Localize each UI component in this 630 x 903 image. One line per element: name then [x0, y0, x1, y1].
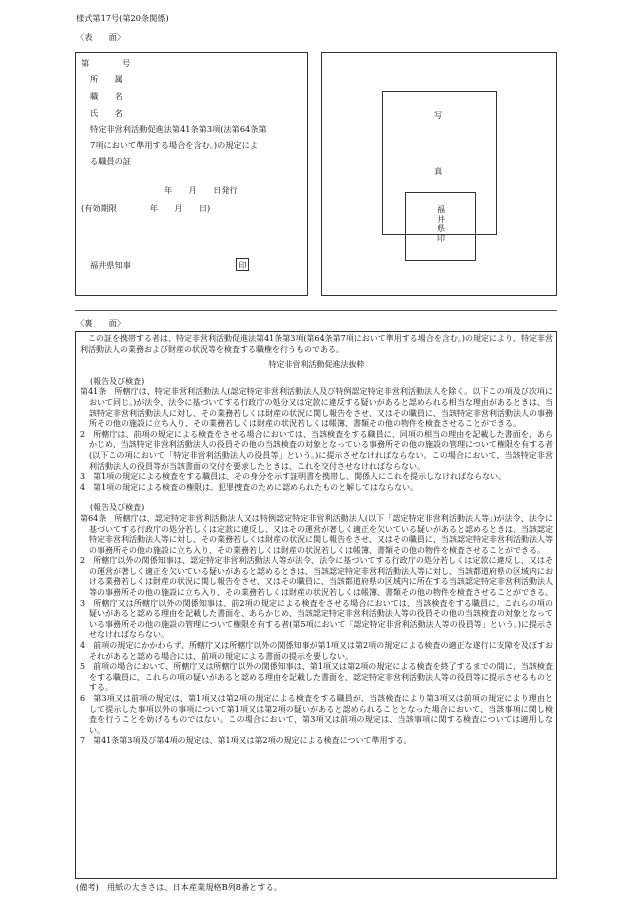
seal-box: 印 [236, 258, 249, 271]
name-label: 氏 名 [90, 108, 123, 118]
photo-char-2: 真 [434, 166, 443, 176]
article-64-para-4: 4 前項の規定にかかわらず、所轄庁又は所轄庁以外の関係知事が第1項又は第2項の規定による検査の適正な遂行に支障を及ぼすおそれがあると認める場合には、前項の規定による書面の提示を要しない。 [80, 641, 553, 661]
cert-line-3: る職員の証 [90, 156, 131, 166]
front-label: 〈表 面〉 [76, 32, 126, 42]
section-divider [75, 310, 557, 311]
article-64-para-6: 6 第3項又は前項の規定は、第1項又は第2項の規定による検査をする職員が、当該検査により第3項又は前項の規定により理由として提示した事項以外の事項について第1項又は第2項の疑いがあると認められることとなった場合において、当該事項に関し検査を行うことを妨げるものではない。この場合において、第3項又は前項の規定は、当該事項に関する検査については適用しない。 [80, 694, 553, 735]
article-41-para-2: 2 所轄庁は、前項の規定による検査をさせる場合においては、当該検査をする職員に、同項の相当の理由を記載した書面を、あらかじめ、当該特定非営利活動法人の役員その他の当該検査の対象となっている事務所その他の施設の管理について権限を有する者(以下この項において「特定非営利活動法人の役員等」という。)に提示させなければならない。この場合において、当該特定非営利活動法人の役員等が当該書面の交付を要求したときは、これを交付させなければならない。 [80, 429, 553, 471]
back-label: 〈裏 面〉 [76, 318, 126, 328]
cert-line-1: 特定非営利活動促進法第41条第3項(法第64条第 [90, 124, 267, 134]
remarks-note: (備考) 用紙の大きさは、日本産業規格B列8番とする。 [76, 882, 282, 892]
section-heading-64: (報告及び検査) [90, 503, 145, 513]
card-number: 第 号 [81, 58, 131, 68]
cert-line-2: 7項において準用する場合を含む。)の規定によ [90, 140, 259, 150]
article-41-para-4: 4 第1項の規定による検査の権限は、犯罪捜査のために認められたものと解してはならない。 [80, 482, 419, 492]
section-heading-41: (報告及び検査) [90, 376, 145, 386]
article-64-para-7: 7 第41条第3項及び第4項の規定は、第1項又は第2項の規定による検査について準用する。 [80, 736, 412, 746]
excerpt-title: 特定非営利活動促進法抜粋 [268, 360, 365, 370]
article-41-para-3: 3 第1項の規定による検査をする職員は、その身分を示す証明書を携帯し、関係人にこれを提示しなければならない。 [80, 472, 507, 482]
intro-paragraph: この証を携帯する者は、特定非営利活動促進法第41条第3項(第64条第7項において準用する場合を含む。)の規定により、特定非営利活動法人の業務および財産の状況等を検査する職権を行うものである。 [80, 334, 553, 354]
governor-label: 福井県知事 [90, 260, 131, 270]
stamp-char-3: 県 [437, 224, 445, 233]
back-content-box [75, 331, 557, 879]
form-number: 様式第17号(第20条関係) [76, 13, 169, 23]
article-64-para-1: 第64条 所轄庁は、認定特定非営利活動法人又は特例認定特定非営利活動法人(以下「認定特定非営利活動法人等」)が法令、法令に基づいてする行政庁の処分若しくは定款に違反し、又はその運営が著しく適正を欠いている疑いがあると認めるときは、当該認定特定非営利活動法人等に対し、その業務若しくは財産の状況に関し報告をさせ、又はその職員に、当該認定特定非営利活動法人等の事務所その他の施設に立ち入り、その業務若しくは財産の状況若しくは帳簿、書類その他の物件を検査させることができる。 [80, 513, 553, 555]
stamp-char-4: 印 [437, 233, 445, 243]
id-card-left [75, 52, 308, 296]
id-card-right [321, 52, 557, 296]
position-label: 職 名 [90, 91, 123, 101]
affiliation-label: 所 属 [90, 74, 123, 84]
article-64-para-5: 5 前項の場合において、所轄庁又は所轄庁以外の関係知事は、第1項又は第2項の規定による検査を終了するまでの間に、当該検査をする職員に、これらの項の疑いがあると認める理由を記載した書面を、認定特定非営利活動法人等の役員等に提示させるものとする。 [80, 662, 553, 693]
prefecture-stamp-area [405, 192, 476, 261]
article-64-para-2: 2 所轄庁以外の関係知事は、認定特定非営利活動法人等が法令、法令に基づいてする行政庁の処分若しくは定款に違反し、又はその運営が著しく適正を欠いている疑いがあると認めるときは、当該認定特定非営利活動法人等に対し、当該都道府県の区域内における業務若しくは財産の状況に関し報告をさせ、又はその職員に、当該都道府県の区域内に所在する当該認定特定非営利活動法人等の事務所その他の施設に立ち入り、その業務若しくは財産の状況若しくは帳簿、書類その他の物件を検査させることができる。 [80, 556, 553, 598]
article-41-para-1: 第41条 所轄庁は、特定非営利活動法人(認定特定非営利活動法人及び特例認定特定非営利活動法人を除く。以下この項及び次項において同じ。)が法令、法令に基づいてする行政庁の処分又は定款に違反する疑いがあると認められる相当な理由があるときは、当該特定非営利活動法人に対し、その業務若しくは財産の状況に関し報告をさせ、又はその職員に、当該特定非営利活動法人の事務所その他の施設に立ち入り、その業務若しくは財産の状況若しくは帳簿、書類その他の物件を検査させることができる。 [80, 387, 553, 429]
article-64-para-3: 3 所轄庁又は所轄庁以外の関係知事は、前2項の規定による検査をさせる場合においては、当該検査をする職員に、これらの項の疑いがあると認める理由を記載した書面を、あらかじめ、当該認定特定非営利活動法人等の役員その他の当該検査の対象となっている事務所その他の施設の管理について権限を有する者(第5項において「認定特定非営利活動法人等の役員等」という。)に提示させなければならない。 [80, 598, 553, 640]
validity-period: (有効期限 年 月 日) [81, 203, 211, 213]
stamp-char-1: 福 [437, 205, 445, 214]
stamp-char-2: 井 [437, 214, 445, 224]
photo-char-1: 写 [434, 110, 443, 120]
issue-date: 年 月 日発行 [164, 185, 238, 195]
